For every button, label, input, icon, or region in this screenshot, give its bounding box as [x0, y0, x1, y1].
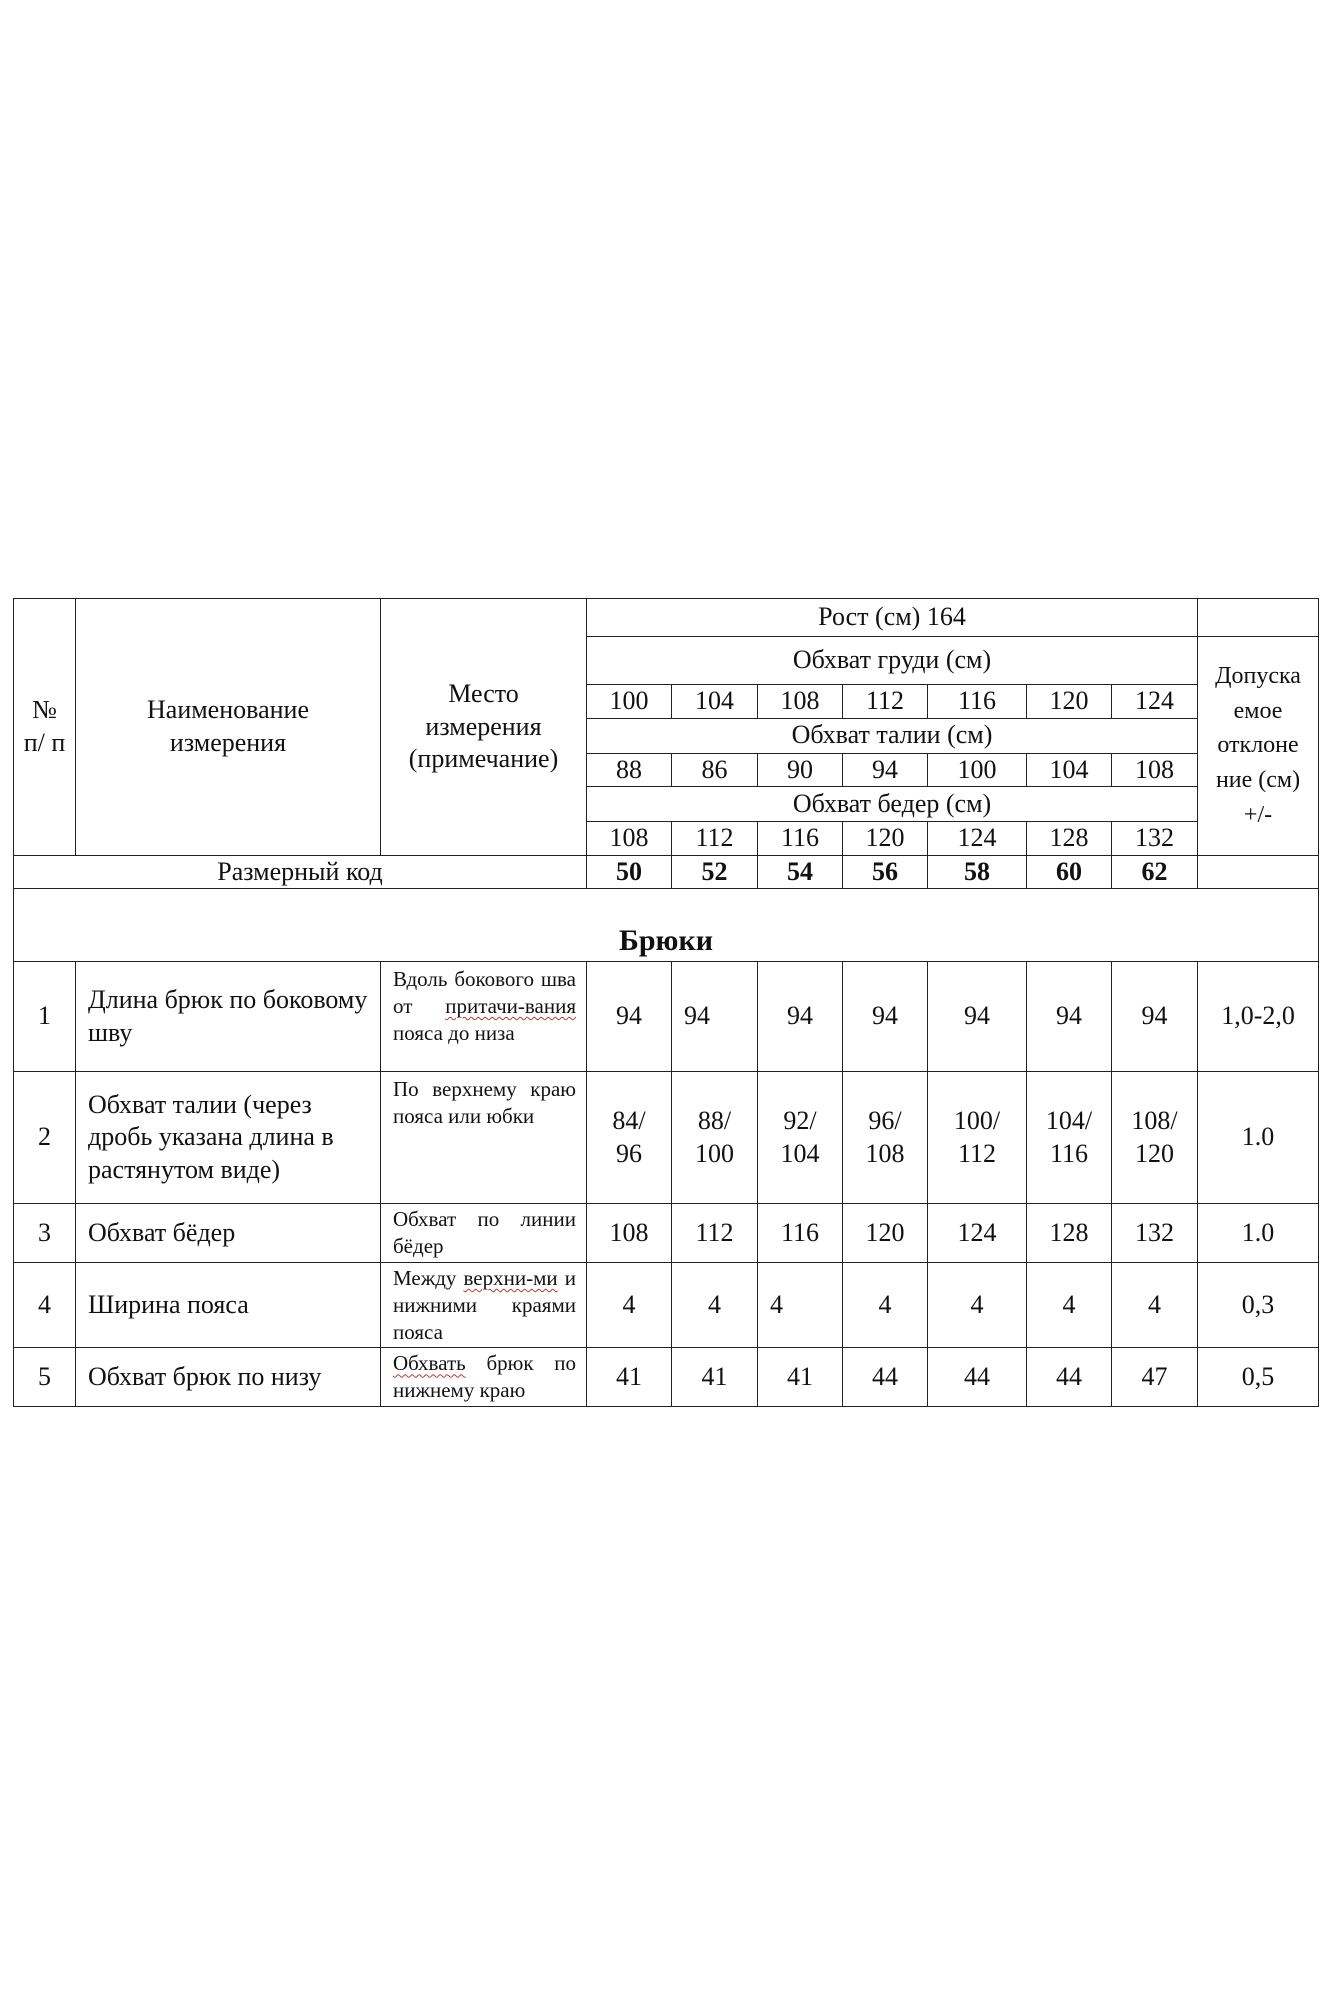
measurement-place: Обхвать брюк по нижнему краю [381, 1348, 587, 1407]
waist-value: 100 [928, 753, 1027, 787]
hips-value: 132 [1112, 822, 1198, 856]
tolerance-header: Допуска емое отклоне ние (см) +/- [1198, 637, 1319, 856]
size-value: 41 [587, 1348, 672, 1407]
hips-value: 112 [672, 822, 758, 856]
measurement-name: Длина брюк по боковому шву [76, 962, 381, 1072]
row-number: 2 [14, 1072, 76, 1204]
size-code-row [14, 855, 1319, 889]
size-code-empty [1198, 855, 1319, 889]
table-row [14, 1072, 1319, 1204]
table-row [14, 1348, 1319, 1407]
size-value: 96/ 108 [843, 1072, 928, 1204]
size-value: 4 [843, 1262, 928, 1348]
tolerance-value: 1.0 [1198, 1072, 1319, 1204]
row-number: 3 [14, 1204, 76, 1263]
size-value: 4 [1027, 1262, 1112, 1348]
size-value: 47 [1112, 1348, 1198, 1407]
measurement-place: Вдоль бокового шва от притачи-вания пояса до низа [381, 962, 587, 1072]
size-value: 94 [843, 962, 928, 1072]
chest-value: 108 [758, 685, 843, 719]
size-value: 100/ 112 [928, 1072, 1027, 1204]
measurement-name: Ширина пояса [76, 1262, 381, 1348]
size-value: 94 [928, 962, 1027, 1072]
size-value: 124 [928, 1204, 1027, 1263]
waist-value: 108 [1112, 753, 1198, 787]
measurement-name: Обхват бёдер [76, 1204, 381, 1263]
size-code: 58 [928, 855, 1027, 889]
chest-value: 116 [928, 685, 1027, 719]
size-value: 4 [928, 1262, 1027, 1348]
size-value: 88/ 100 [672, 1072, 758, 1204]
hips-value: 128 [1027, 822, 1112, 856]
size-value: 4 [672, 1262, 758, 1348]
size-value: 128 [1027, 1204, 1112, 1263]
size-code: 62 [1112, 855, 1198, 889]
hips-value: 108 [587, 822, 672, 856]
waist-value: 94 [843, 753, 928, 787]
size-code: 50 [587, 855, 672, 889]
size-value: 120 [843, 1204, 928, 1263]
tolerance-value: 1,0-2,0 [1198, 962, 1319, 1072]
chest-value: 124 [1112, 685, 1198, 719]
hips-value: 124 [928, 822, 1027, 856]
header-row-height [14, 599, 1319, 637]
tolerance-header-top [1198, 599, 1319, 637]
size-value: 94 [672, 962, 758, 1072]
section-row [14, 889, 1319, 962]
size-value: 44 [928, 1348, 1027, 1407]
size-chart-table [13, 598, 1319, 1407]
table-row [14, 1204, 1319, 1263]
place-header: Место измерения (примечание) [381, 599, 587, 856]
hips-value: 120 [843, 822, 928, 856]
hips-header: Обхват бедер (см) [587, 787, 1198, 822]
size-value: 4 [1112, 1262, 1198, 1348]
size-value: 94 [1112, 962, 1198, 1072]
size-value: 41 [758, 1348, 843, 1407]
size-value: 108 [587, 1204, 672, 1263]
size-value: 4 [758, 1262, 843, 1348]
size-code: 56 [843, 855, 928, 889]
measurement-place: Между верхни-ми и нижними краями пояса [381, 1262, 587, 1348]
chest-value: 112 [843, 685, 928, 719]
size-value: 41 [672, 1348, 758, 1407]
size-value: 84/ 96 [587, 1072, 672, 1204]
height-header: Рост (см) 164 [587, 599, 1198, 637]
size-code: 52 [672, 855, 758, 889]
tolerance-value: 1.0 [1198, 1204, 1319, 1263]
measurement-place: Обхват по линии бёдер [381, 1204, 587, 1263]
waist-value: 104 [1027, 753, 1112, 787]
chest-value: 100 [587, 685, 672, 719]
size-value: 44 [843, 1348, 928, 1407]
measurement-name: Обхват талии (через дробь указана длина в растянутом виде) [76, 1072, 381, 1204]
tolerance-value: 0,3 [1198, 1262, 1319, 1348]
size-value: 104/ 116 [1027, 1072, 1112, 1204]
size-value: 94 [758, 962, 843, 1072]
size-value: 112 [672, 1204, 758, 1263]
name-header: Наименование измерения [76, 599, 381, 856]
num-header: № п/ п [14, 599, 76, 856]
measurement-place: По верхнему краю пояса или юбки [381, 1072, 587, 1204]
row-number: 4 [14, 1262, 76, 1348]
size-code: 60 [1027, 855, 1112, 889]
chest-value: 120 [1027, 685, 1112, 719]
waist-header: Обхват талии (см) [587, 718, 1198, 753]
row-number: 1 [14, 962, 76, 1072]
table-row [14, 1262, 1319, 1348]
size-code-label: Размерный код [14, 855, 587, 889]
hips-value: 116 [758, 822, 843, 856]
waist-value: 90 [758, 753, 843, 787]
size-chart-sheet [13, 598, 1317, 1407]
chest-header: Обхват груди (см) [587, 637, 1198, 685]
size-value: 44 [1027, 1348, 1112, 1407]
section-title: Брюки [14, 889, 1319, 962]
size-value: 108/ 120 [1112, 1072, 1198, 1204]
size-value: 4 [587, 1262, 672, 1348]
tolerance-value: 0,5 [1198, 1348, 1319, 1407]
chest-value: 104 [672, 685, 758, 719]
size-code: 54 [758, 855, 843, 889]
waist-value: 88 [587, 753, 672, 787]
size-value: 94 [1027, 962, 1112, 1072]
size-value: 116 [758, 1204, 843, 1263]
row-number: 5 [14, 1348, 76, 1407]
size-value: 132 [1112, 1204, 1198, 1263]
measurement-name: Обхват брюк по низу [76, 1348, 381, 1407]
table-row [14, 962, 1319, 1072]
size-value: 92/ 104 [758, 1072, 843, 1204]
waist-value: 86 [672, 753, 758, 787]
size-value: 94 [587, 962, 672, 1072]
